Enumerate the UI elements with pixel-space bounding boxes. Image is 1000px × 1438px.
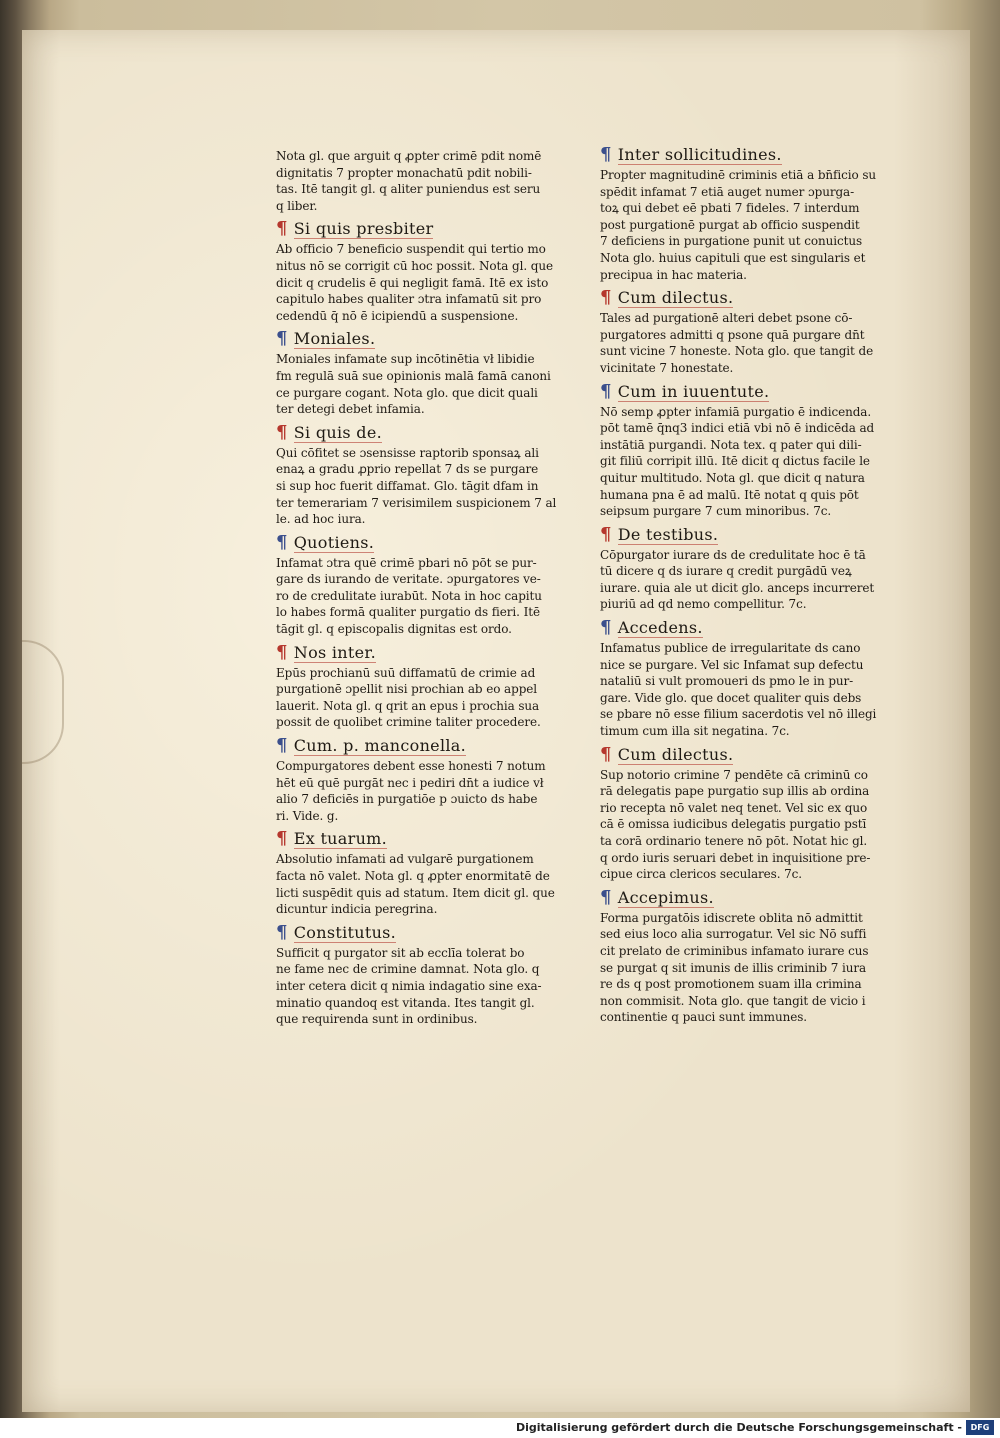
- text-line: gare. Vide glo. que docet qualiter quis debs: [600, 690, 862, 705]
- text-line: tāgit gl. q episcopalis dignitas est ordo.: [276, 622, 512, 637]
- text-line: quitur multitudo. Nota gl. que dicit q natura: [600, 470, 865, 485]
- text-line: se pbare nō esse filium sacerdotis vel nō illegi: [600, 707, 877, 722]
- section-heading: [276, 922, 566, 944]
- section-heading: [276, 422, 566, 444]
- section-heading: [600, 287, 890, 309]
- text-line: non commisit. Nota glo. que tangit de vicio i: [600, 993, 866, 1008]
- text-line: dicit q crudelis ē qui negligit famā. Itē ex isto: [276, 275, 549, 290]
- text-line: pōt tamē q̄nq3 indici etiā vbi nō ē indicēda ad: [600, 421, 875, 436]
- text-line: continentie q pauci sunt immunes.: [600, 1010, 807, 1025]
- text-line: tas. Itē tangit gl. q aliter puniendus est seru: [276, 182, 541, 197]
- text-line: si sup hoc fuerit diffamat. Glo. tāgit dfam in: [276, 478, 539, 493]
- text-line: ta corā ordinario tenere nō pōt. Notat hic gl.: [600, 834, 868, 848]
- text-line: tū dicere q ds iurare q credit purgādū veꝝ: [600, 564, 852, 579]
- text-line: ri. Vide. g.: [276, 808, 339, 823]
- footer-credit-text: Digitalisierung gefördert durch die Deutsche Forschungsgemeinschaft -: [515, 1421, 962, 1434]
- text-line: Infamatus publice de irregularitate ds cano: [600, 641, 861, 656]
- text-line: gare ds iurando de veritate. ɔpurgatores ve-: [276, 572, 541, 587]
- pilcrow-icon: ¶: [600, 617, 612, 639]
- pilcrow-icon: ¶: [276, 828, 288, 850]
- text-line: nice se purgare. Vel sic Infamat sup defectu: [600, 657, 864, 672]
- section-heading-label: Ex tuarum.: [293, 829, 388, 849]
- pilcrow-icon: ¶: [600, 523, 612, 545]
- text-line: sunt vicine 7 honeste. Nota glo. que tangit de: [600, 344, 874, 359]
- text-line: Ab officio 7 beneficio suspendit qui tertio mo: [276, 242, 546, 257]
- text-line: git filiū corripit illū. Itē dicit q dictus facile le: [600, 454, 870, 469]
- section-heading-label: Moniales.: [293, 329, 376, 349]
- text-line: alio 7 deficiēs in purgatiōe p ɔuicto ds habe: [276, 792, 538, 807]
- text-line: re ds q post promotionem suam illa crimina: [600, 977, 862, 992]
- section-heading-label: De testibus.: [617, 524, 719, 544]
- text-line: Tales ad purgationē alteri debet psone cō-: [600, 311, 853, 326]
- text-line: dignitatis 7 propter monachatū pdit nobili-: [276, 165, 532, 180]
- text-paragraph: [276, 758, 566, 824]
- left-text-column: [276, 148, 566, 1028]
- pilcrow-icon: ¶: [276, 921, 288, 943]
- section-heading-label: Inter sollicitudines.: [617, 145, 782, 164]
- text-line: Nō semp ꝓpter infamiā purgatio ē indicenda.: [600, 404, 872, 419]
- text-paragraph: [276, 851, 566, 917]
- section-heading: [276, 532, 566, 554]
- section-heading-label: Cum dilectus.: [617, 288, 734, 308]
- pilcrow-icon: ¶: [600, 287, 612, 309]
- text-line: que requirenda sunt in ordinibus.: [276, 1012, 478, 1027]
- section-heading-label: Quotiens.: [293, 532, 375, 552]
- text-line: se purgat q sit imunis de illis criminib 7 iura: [600, 960, 867, 975]
- text-line: Qui cōfitet se ɔsensisse raptorib sponsaꝝ ali: [276, 445, 539, 460]
- section-heading-label: Constitutus.: [293, 922, 397, 942]
- text-line: sed eius loco alia surrogatur. Vel sic Nō suffi: [600, 927, 867, 942]
- text-line: licti suspēdit quis ad statum. Item dicit gl. que: [276, 885, 555, 900]
- text-line: Compurgatores debent esse honesti 7 notum: [276, 759, 546, 774]
- section-heading-label: Cum dilectus.: [617, 744, 734, 764]
- text-line: possit de quolibet crimine taliter procedere.: [276, 715, 541, 730]
- section-heading: [276, 735, 566, 757]
- text-paragraph: [600, 404, 890, 520]
- text-line: Infamat ɔtra quē crimē pbari nō pōt se pur-: [276, 555, 537, 570]
- pilcrow-icon: ¶: [276, 218, 288, 240]
- pilcrow-icon: ¶: [276, 641, 288, 663]
- section-heading: [276, 642, 566, 664]
- pilcrow-icon: ¶: [276, 735, 288, 757]
- text-paragraph: [276, 241, 566, 324]
- pilcrow-icon: ¶: [600, 144, 612, 165]
- text-line: Epūs prochianū suū diffamatū de crimie ad: [276, 665, 536, 680]
- text-line: vicinitate 7 honestate.: [600, 360, 734, 375]
- text-line: ce purgare cogant. Nota glo. que dicit quali: [276, 385, 538, 400]
- text-line: Cōpurgator iurare ds de credulitate hoc ē tā: [600, 547, 866, 562]
- text-line: Forma purgatōis idiscrete oblita nō admittit: [600, 910, 863, 925]
- text-line: Sup notorio crimine 7 pendēte cā criminū co: [600, 767, 868, 782]
- section-heading-label: Cum. p. manconella.: [293, 736, 467, 756]
- text-line: humana pna ē ad malū. Itē notat q quis pōt: [600, 487, 859, 502]
- text-paragraph: [600, 767, 890, 883]
- text-line: purgatores admitti q psone quā purgare dn̄t: [600, 327, 865, 342]
- text-line: lo habes formā qualiter purgatio ds fieri. Itē: [276, 605, 540, 620]
- text-paragraph: [600, 640, 890, 740]
- text-line: post purgationē purgat ab officio suspendit: [600, 217, 860, 232]
- text-paragraph: [276, 351, 566, 417]
- text-line: Sufficit q purgator sit ab ecclīa tolerat bo: [276, 945, 525, 960]
- right-text-column: [600, 140, 890, 1026]
- text-line: nataliū si vult promoueri ds pmo le in pur-: [600, 674, 854, 689]
- text-paragraph: [276, 148, 566, 214]
- text-line: seipsum purgare 7 cum minoribus. 7c.: [600, 504, 832, 519]
- section-heading: [600, 887, 890, 909]
- pilcrow-icon: ¶: [600, 743, 612, 765]
- text-line: le. ad hoc iura.: [276, 512, 366, 527]
- text-line: spēdit infamat 7 etiā auget numer ɔpurga-: [600, 184, 855, 199]
- section-heading: [276, 828, 566, 850]
- text-line: Nota gl. que arguit q ꝓpter crimē pdit nomē: [276, 149, 542, 163]
- text-line: timum cum illa sit negatina. 7c.: [600, 724, 790, 739]
- section-heading-label: Accedens.: [617, 618, 703, 638]
- text-line: Nota glo. huius capituli que est singularis et: [600, 250, 866, 265]
- section-heading-label: Nos inter.: [293, 642, 376, 662]
- text-line: Absolutio infamati ad vulgarē purgationem: [276, 852, 534, 867]
- text-paragraph: [600, 547, 890, 613]
- section-heading: [600, 144, 890, 166]
- text-line: q liber.: [276, 198, 318, 213]
- text-line: Propter magnitudinē criminis etiā a bn̄ficio su: [600, 168, 877, 182]
- text-paragraph: [276, 945, 566, 1028]
- text-line: ne fame nec de crimine damnat. Nota glo. q: [276, 962, 540, 977]
- text-line: piuriū ad qd nemo compellitur. 7c.: [600, 597, 807, 612]
- text-line: toꝝ qui debet eē pbati 7 fideles. 7 interdum: [600, 201, 860, 216]
- text-line: iurare. quia ale ut dicit glo. anceps incurreret: [600, 580, 875, 595]
- text-line: q ordo iuris seruari debet in inquisitione pre-: [600, 850, 871, 865]
- text-line: dicuntur indicia peregrina.: [276, 902, 438, 917]
- text-paragraph: [600, 167, 890, 283]
- text-line: hēt eū quē purgāt nec i pediri dn̄t a iudice vł: [276, 775, 544, 790]
- text-paragraph: [276, 665, 566, 731]
- text-line: nitus nō se corrigit cū hoc possit. Nota gl. que: [276, 258, 553, 273]
- section-heading: [600, 381, 890, 403]
- section-heading: [600, 744, 890, 766]
- text-line: inter cetera dicit q nimia indagatio sine exa-: [276, 978, 542, 993]
- text-line: 7 deficiens in purgatione punit ut conuictus: [600, 234, 863, 249]
- text-paragraph: [600, 910, 890, 1026]
- text-line: Moniales infamate sup incōtinētia vł libidie: [276, 352, 535, 367]
- pilcrow-icon: ¶: [276, 531, 288, 553]
- text-line: rā delegatis pape purgatio sup illis ab ordina: [600, 784, 870, 799]
- section-heading: [600, 524, 890, 546]
- text-line: cā ē omissa iudicibus delegatis purgatio pstī: [600, 817, 867, 832]
- section-heading: [600, 617, 890, 639]
- text-line: cit prelato de criminibus infamato iurare cus: [600, 943, 869, 958]
- section-heading: [276, 218, 566, 240]
- section-heading-label: Si quis de.: [293, 422, 382, 442]
- section-heading-label: Si quis presbiter: [293, 219, 434, 239]
- text-line: enaꝝ a gradu ꝓprio repellat 7 ds se purgare: [276, 462, 539, 477]
- text-line: ro de credulitate iurabūt. Nota in hoc capitu: [276, 588, 542, 603]
- section-heading: [276, 328, 566, 350]
- text-paragraph: [600, 310, 890, 376]
- text-line: precipua in hac materia.: [600, 267, 747, 282]
- text-line: minatio quandoq est vitanda. Ites tangit gl.: [276, 995, 535, 1010]
- section-heading-label: Accepimus.: [617, 887, 714, 907]
- page-fold-mark: [22, 640, 64, 764]
- text-line: capitulo habes qualiter ɔtra infamatū sit pro: [276, 292, 542, 307]
- section-heading-label: Cum in iuuentute.: [617, 381, 770, 401]
- text-line: cedendū q̄ nō ē icipiendū a suspensione.: [276, 308, 519, 323]
- text-line: ter detegi debet infamia.: [276, 402, 425, 417]
- text-line: ter temerariam 7 verisimilem suspicionem 7 al: [276, 495, 557, 510]
- text-line: facta nō valet. Nota gl. q ꝓpter enormitatē de: [276, 869, 550, 883]
- text-paragraph: [276, 555, 566, 638]
- text-line: lauerit. Nota gl. q qrit an epus i prochia sua: [276, 698, 540, 713]
- footer-bar: [0, 1418, 1000, 1438]
- pilcrow-icon: ¶: [276, 421, 288, 443]
- dfg-logo: DFG: [966, 1420, 994, 1435]
- pilcrow-icon: ¶: [600, 886, 612, 908]
- text-paragraph: [276, 445, 566, 528]
- pilcrow-icon: ¶: [276, 328, 288, 350]
- text-line: fm regulā suā sue opinionis malā famā canoni: [276, 368, 551, 383]
- text-line: purgationē ɔpellit nisi prochian ab eo appel: [276, 682, 538, 697]
- pilcrow-icon: ¶: [600, 380, 612, 402]
- text-line: rio recepta nō valet neq tenet. Vel sic ex quo: [600, 800, 868, 815]
- text-line: cipue circa clericos seculares. 7c.: [600, 867, 803, 882]
- text-line: instātiā purgandi. Nota tex. q pater qui dili-: [600, 437, 862, 452]
